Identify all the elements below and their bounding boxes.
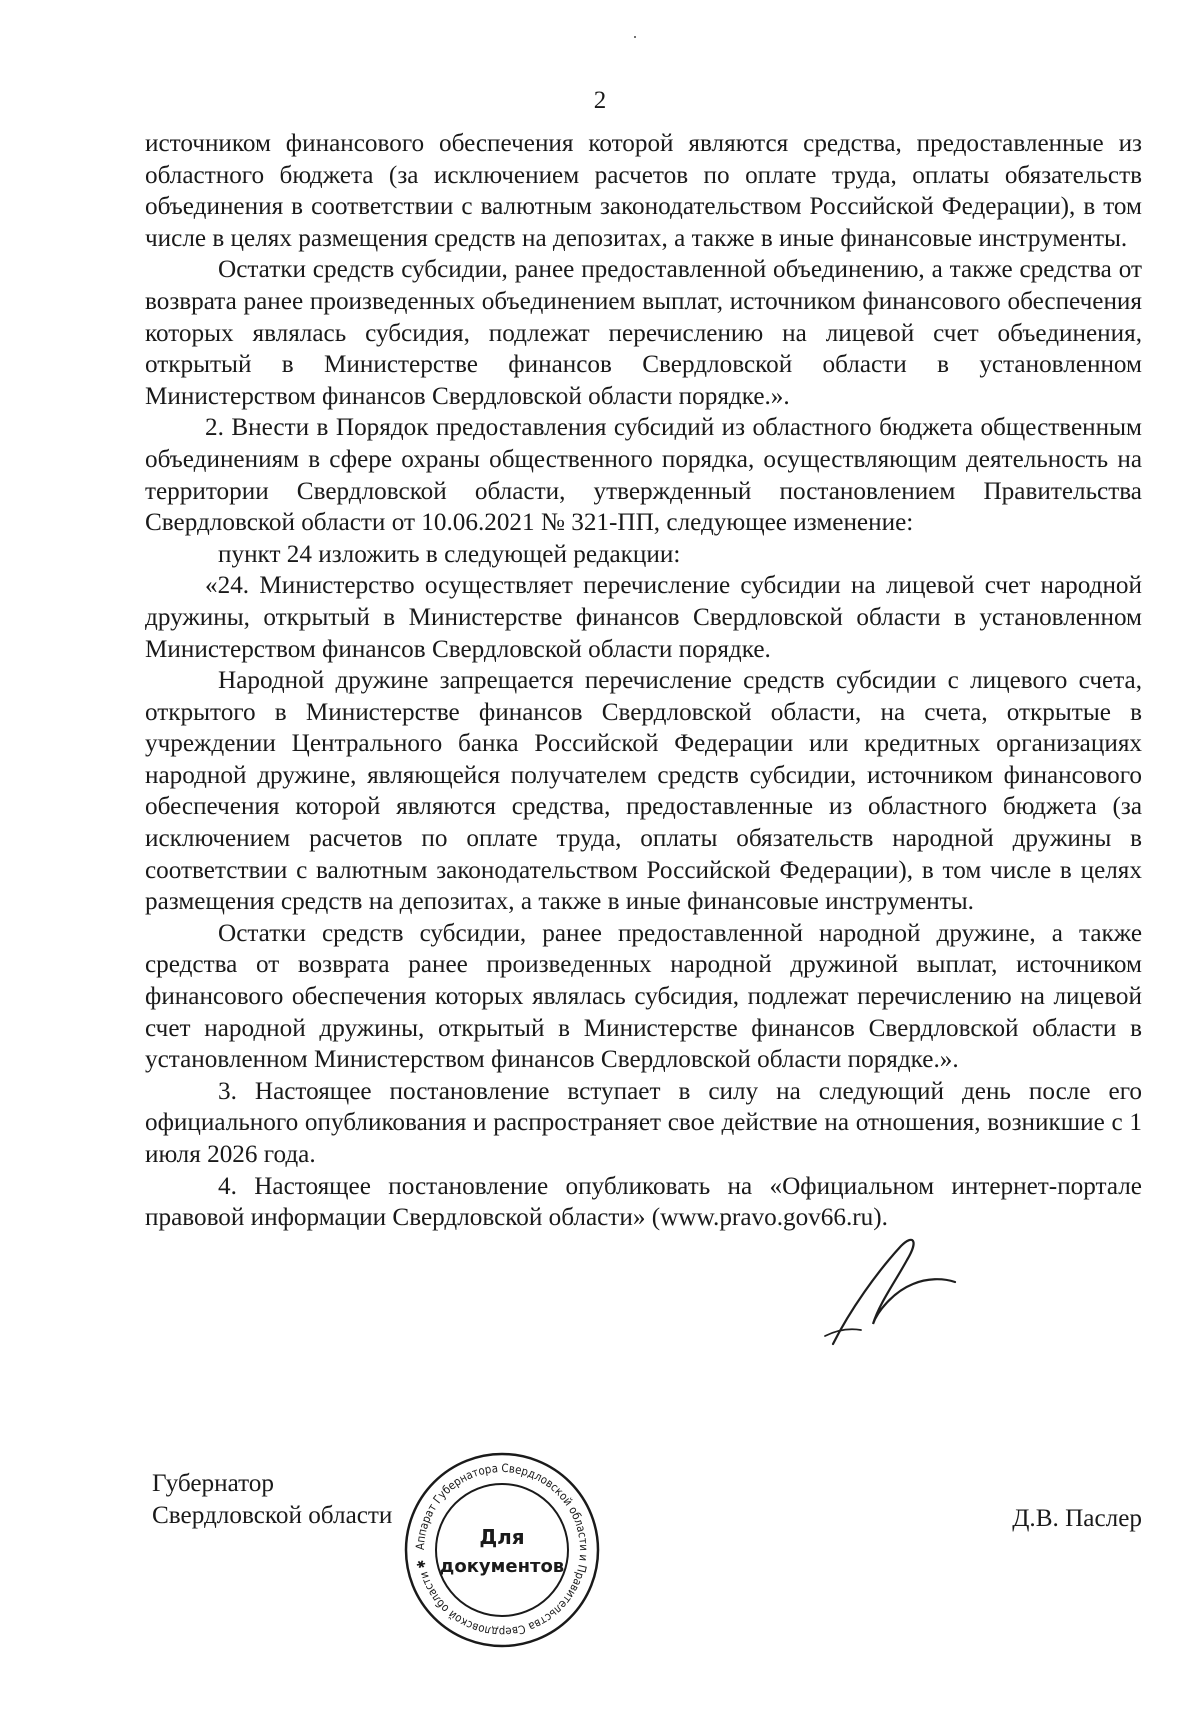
stamp-ring-text: Аппарат Губернатора Свердловской области и Правительства Свердловской области ✱ <box>412 1460 592 1640</box>
signatory-title-line2: Свердловской области <box>152 1502 393 1529</box>
scan-speck <box>634 36 636 38</box>
paragraph-clause-24: «24. Министерство осуществляет перечисление субсидии на лицевой счет народной дружины, открытый в Министерстве финансов Свердловской области в установленном Министерством финансов Свердловской области порядке. <box>145 572 1142 663</box>
paragraph-clause-24-intro: пункт 24 изложить в следующей редакции: <box>218 540 681 568</box>
paragraph-continuation: источником финансового обеспечения которой являются средства, предоставленные из областного бюджета (за исключением расчетов по оплате труда, оплаты обязательств объединения в соответствии с валютным законодательством Российской Федерации), в том числе в целях размещения средств на депозитах, а также в иные финансовые инструменты. <box>145 130 1142 252</box>
signatory-name: Д.В. Паслер <box>1012 1505 1142 1532</box>
paragraph-item-4: 4. Настоящее постановление опубликовать на «Официальном интернет-портале правовой информации Свердловской области» (www.pravo.gov66.ru). <box>145 1172 1142 1232</box>
handwritten-signature <box>815 1232 965 1352</box>
signatory-title <box>152 1468 392 1532</box>
stamp-center-line2: документов <box>439 1556 565 1577</box>
page-number: 2 <box>593 87 607 114</box>
paragraph-subsidy-remainders: Остатки средств субсидии, ранее предоставленной объединению, а также средства от возврата ранее произведенных объединением выплат, источником финансового обеспечения которых являлась субсидия, подлежат перечислению на лицевой счет объединения, открытый в Министерстве финансов Свердловской области в установленном Министерством финансов Свердловской области порядке.». <box>145 256 1142 410</box>
paragraph-item-3: 3. Настоящее постановление вступает в силу на следующий день после его официального опубликования и распространяет свое действие на отношения, возникшие с 1 июля 2026 года. <box>145 1077 1142 1168</box>
stamp-center-line1: Для <box>479 1525 525 1549</box>
signature-block <box>152 1460 1142 1688</box>
paragraph-transfer-prohibition: Народной дружине запрещается перечисление средств субсидии с лицевого счета, открытого в Министерстве финансов Свердловской области, на счета, открытые в учреждении Центрального банка Российской Федерации или кредитных организациях народной дружине, являющейся получателем средств субсидии, источником финансового обеспечения которой являются средства, предоставленные из областного бюджета (за исключением расчетов по оплате труда, оплаты обязательств народной дружины в соответствии с валютным законодательством Российской Федерации), в том числе в целях размещения средств на депозитах, а также в иные финансовые инструменты. <box>145 667 1142 916</box>
paragraph-druzhina-remainders: Остатки средств субсидии, ранее предоставленной народной дружине, а также средства от возврата ранее произведенных народной дружиной выплат, источником финансового обеспечения которых являлась субсидия, подлежат перечислению на лицевой счет народной дружины, открытый в Министерстве финансов Свердловской области в установленном Министерством финансов Свердловской области порядке.». <box>145 919 1142 1074</box>
document-body <box>145 128 1142 1234</box>
signatory-title-line1: Губернатор <box>152 1470 274 1497</box>
official-stamp <box>402 1450 602 1650</box>
paragraph-item-2: 2. Внести в Порядок предоставления субсидий из областного бюджета общественным объединениям в сфере охраны общественного порядка, осуществляющим деятельность на территории Свердловской области, утвержденный постановлением Правительства Свердловской области от 10.06.2021 № 321-ПП, следующее изменение: <box>145 414 1142 537</box>
